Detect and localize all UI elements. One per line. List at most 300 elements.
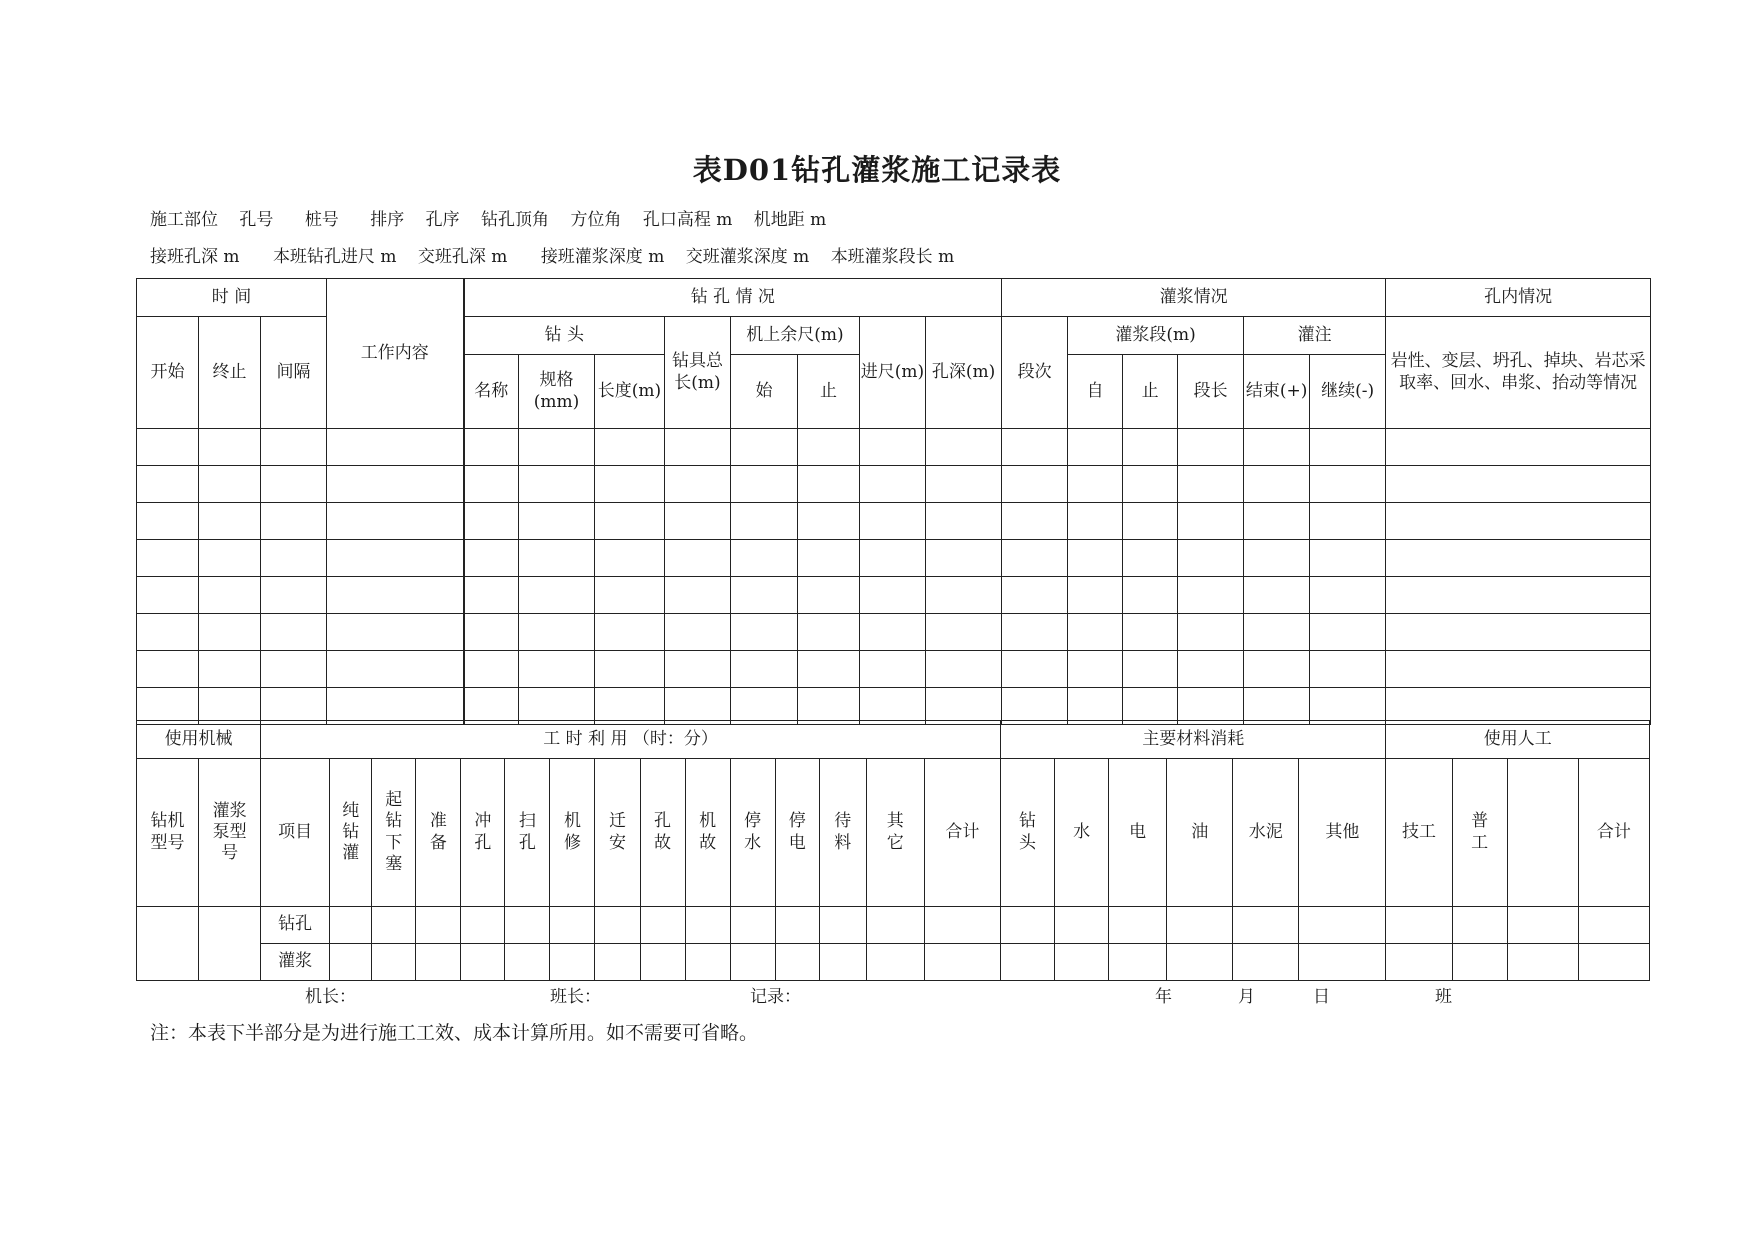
above-machine-header: 机上余尺(m) xyxy=(731,317,860,355)
table-cell[interactable] xyxy=(519,651,595,688)
table-cell[interactable] xyxy=(775,907,819,944)
header-line-1 xyxy=(150,205,842,230)
table-cell[interactable] xyxy=(327,614,464,651)
drill-status-header: 钻 孔 情 况 xyxy=(464,279,1002,317)
time-col-header xyxy=(372,759,416,907)
table-cell[interactable] xyxy=(860,503,926,540)
table-cell[interactable] xyxy=(1002,688,1068,725)
time-col-label: 机修 xyxy=(563,811,581,853)
table-cell[interactable] xyxy=(199,577,261,614)
table-cell[interactable] xyxy=(137,688,199,725)
table-cell[interactable] xyxy=(464,466,519,503)
table-cell[interactable] xyxy=(1310,688,1386,725)
material-col-header: 油 xyxy=(1167,759,1233,907)
table-row xyxy=(137,429,1651,466)
table-cell[interactable] xyxy=(1068,651,1123,688)
table-cell[interactable] xyxy=(1178,577,1244,614)
table-cell[interactable] xyxy=(685,944,730,981)
time-col-header xyxy=(330,759,372,907)
time-col-header xyxy=(819,759,866,907)
table-cell[interactable] xyxy=(665,466,731,503)
usage-table xyxy=(136,720,1650,981)
table-cell[interactable] xyxy=(1002,540,1068,577)
table-cell[interactable] xyxy=(860,466,926,503)
table-cell[interactable] xyxy=(866,944,924,981)
time-col-label: 冲孔 xyxy=(474,811,492,853)
table-cell[interactable] xyxy=(1310,429,1386,466)
record-table xyxy=(136,278,1651,725)
table-cell[interactable] xyxy=(1244,688,1310,725)
header-field: 接班灌浆深度 m xyxy=(540,247,665,267)
table-cell[interactable] xyxy=(1002,429,1068,466)
table-cell[interactable] xyxy=(464,651,519,688)
time-col-label: 起钻下塞 xyxy=(385,790,403,874)
table-cell[interactable] xyxy=(1178,503,1244,540)
table-cell[interactable] xyxy=(640,944,685,981)
table-cell[interactable] xyxy=(327,503,464,540)
table-cell[interactable] xyxy=(798,429,860,466)
table-cell[interactable] xyxy=(1123,540,1178,577)
table-cell[interactable] xyxy=(1386,614,1651,651)
footer-month: 月 xyxy=(1238,987,1255,1007)
table-cell[interactable] xyxy=(1452,907,1507,944)
table-cell[interactable] xyxy=(926,688,1002,725)
table-cell[interactable] xyxy=(595,577,665,614)
table-cell[interactable] xyxy=(860,614,926,651)
table-cell[interactable] xyxy=(137,614,199,651)
materials-header: 主要材料消耗 xyxy=(1000,721,1386,759)
finish-header: 结束(+) xyxy=(1244,355,1310,429)
table-cell[interactable] xyxy=(1244,614,1310,651)
table-row xyxy=(137,651,1651,688)
table-row xyxy=(137,466,1651,503)
header-field: 本班灌浆段长 m xyxy=(830,247,955,267)
table-cell[interactable] xyxy=(464,577,519,614)
tool-total-header: 钻具总长(m) xyxy=(665,317,731,429)
table-cell[interactable] xyxy=(860,429,926,466)
table-cell[interactable] xyxy=(372,944,416,981)
table-cell[interactable] xyxy=(595,688,665,725)
table-cell[interactable] xyxy=(1233,907,1299,944)
table-cell[interactable] xyxy=(550,907,595,944)
time-col-label: 其它 xyxy=(886,811,904,853)
header-field: 孔号 xyxy=(239,210,274,230)
table-cell[interactable] xyxy=(261,577,327,614)
table-cell[interactable] xyxy=(199,429,261,466)
table-cell[interactable] xyxy=(665,614,731,651)
table-cell[interactable] xyxy=(731,577,798,614)
table-cell[interactable] xyxy=(730,944,775,981)
hole-depth-header: 孔深(m) xyxy=(926,317,1002,429)
table-cell[interactable] xyxy=(261,540,327,577)
table-cell[interactable] xyxy=(1386,577,1651,614)
table-cell[interactable] xyxy=(798,503,860,540)
table-cell[interactable] xyxy=(1386,503,1651,540)
table-cell[interactable] xyxy=(1178,540,1244,577)
time-col-header xyxy=(775,759,819,907)
table-cell[interactable] xyxy=(775,944,819,981)
drill-model-header xyxy=(137,759,199,907)
table-cell[interactable] xyxy=(926,429,1002,466)
page-title: 表D01钻孔灌浆施工记录表 xyxy=(692,153,1062,187)
table-cell[interactable] xyxy=(1000,907,1054,944)
grout-status-header: 灌浆情况 xyxy=(1002,279,1386,317)
table-row xyxy=(137,688,1651,725)
table-cell[interactable] xyxy=(505,907,550,944)
table-cell[interactable] xyxy=(1068,688,1123,725)
table-cell[interactable] xyxy=(261,503,327,540)
table-cell[interactable] xyxy=(1002,651,1068,688)
table-cell[interactable] xyxy=(461,944,505,981)
table-cell[interactable] xyxy=(1299,944,1386,981)
header-field: 方位角 xyxy=(570,210,622,230)
table-cell[interactable] xyxy=(1244,577,1310,614)
table-cell[interactable] xyxy=(595,540,665,577)
table-cell[interactable] xyxy=(1310,540,1386,577)
table-row xyxy=(137,577,1651,614)
table-cell[interactable] xyxy=(731,614,798,651)
footer-shift: 班 xyxy=(1435,987,1452,1007)
table-cell[interactable] xyxy=(1178,688,1244,725)
footer-year: 年 xyxy=(1155,987,1172,1007)
table-cell[interactable] xyxy=(926,614,1002,651)
table-cell[interactable] xyxy=(199,540,261,577)
table-cell[interactable] xyxy=(798,651,860,688)
table-cell[interactable] xyxy=(199,614,261,651)
table-cell[interactable] xyxy=(1178,614,1244,651)
table-cell[interactable] xyxy=(595,944,640,981)
table-cell[interactable] xyxy=(1002,577,1068,614)
table-cell[interactable] xyxy=(665,688,731,725)
time-col-label: 迁安 xyxy=(609,811,626,853)
table-cell[interactable] xyxy=(1386,466,1651,503)
table-cell[interactable] xyxy=(519,688,595,725)
table-cell[interactable] xyxy=(640,907,685,944)
table-cell[interactable] xyxy=(665,429,731,466)
time-col-label: 准备 xyxy=(429,811,447,853)
table-cell[interactable] xyxy=(926,466,1002,503)
material-col-header xyxy=(1000,759,1054,907)
table-cell[interactable] xyxy=(860,577,926,614)
labor-col-header xyxy=(1507,759,1578,907)
table-cell[interactable] xyxy=(137,540,199,577)
table-cell[interactable] xyxy=(1167,907,1233,944)
table-cell[interactable] xyxy=(464,503,519,540)
table-cell[interactable] xyxy=(731,651,798,688)
table-cell[interactable] xyxy=(137,429,199,466)
from-header: 自 xyxy=(1068,355,1123,429)
table-cell[interactable] xyxy=(926,651,1002,688)
time-col-label: 待料 xyxy=(834,811,852,853)
table-cell[interactable] xyxy=(464,688,519,725)
table-cell[interactable] xyxy=(1123,466,1178,503)
table-cell[interactable] xyxy=(731,540,798,577)
work-content-header: 工作内容 xyxy=(327,279,464,429)
table-cell[interactable] xyxy=(730,907,775,944)
header-field: 交班灌浆深度 m xyxy=(685,247,810,267)
pump-model-label: 灌浆泵型号 xyxy=(212,800,247,864)
table-cell[interactable] xyxy=(731,688,798,725)
table-cell[interactable] xyxy=(665,540,731,577)
grout-section-header: 灌浆段(m) xyxy=(1068,317,1244,355)
table-cell[interactable] xyxy=(330,944,372,981)
machinery-header: 使用机械 xyxy=(137,721,261,759)
table-cell[interactable] xyxy=(416,907,461,944)
table-cell[interactable] xyxy=(1068,466,1123,503)
table-cell[interactable] xyxy=(819,944,866,981)
table-cell[interactable] xyxy=(1000,944,1054,981)
table-cell[interactable] xyxy=(464,614,519,651)
bit-spec-header: 规格(mm) xyxy=(519,355,595,429)
time-use-header: 工 时 利 用 （时：分） xyxy=(261,721,1001,759)
table-cell[interactable] xyxy=(860,651,926,688)
table-cell[interactable] xyxy=(519,503,595,540)
table-cell[interactable] xyxy=(1299,907,1386,944)
table-cell[interactable] xyxy=(665,577,731,614)
table-cell[interactable] xyxy=(1386,651,1651,688)
table-cell[interactable] xyxy=(199,466,261,503)
material-col-header: 水 xyxy=(1055,759,1109,907)
table-cell[interactable] xyxy=(1123,614,1178,651)
table-cell[interactable] xyxy=(1233,944,1299,981)
material-col-header: 其他 xyxy=(1299,759,1386,907)
stop-header: 止 xyxy=(798,355,860,429)
table-cell[interactable] xyxy=(1507,907,1578,944)
table-cell[interactable] xyxy=(798,466,860,503)
table-cell[interactable] xyxy=(505,944,550,981)
table-cell[interactable] xyxy=(926,577,1002,614)
footnote: 注：本表下半部分是为进行施工工效、成本计算所用。如不需要可省略。 xyxy=(150,1022,759,1044)
table-cell[interactable] xyxy=(261,651,327,688)
header-field: 施工部位 xyxy=(150,210,218,230)
table-cell[interactable] xyxy=(1310,466,1386,503)
time-col-header xyxy=(730,759,775,907)
table-cell[interactable] xyxy=(798,540,860,577)
table-cell[interactable] xyxy=(1167,944,1233,981)
in-hole-description: 岩性、变层、坍孔、掉块、岩芯采取率、回水、串浆、抬动等情况 xyxy=(1386,317,1651,429)
drill-model-label: 钻机型号 xyxy=(150,811,185,853)
time-col-label: 扫孔 xyxy=(518,811,536,853)
to-header: 止 xyxy=(1123,355,1178,429)
table-cell[interactable] xyxy=(1178,466,1244,503)
section-length-header: 段长 xyxy=(1178,355,1244,429)
time-col-header xyxy=(640,759,685,907)
table-cell[interactable] xyxy=(665,651,731,688)
time-col-label: 孔故 xyxy=(654,811,672,853)
table-cell[interactable] xyxy=(261,688,327,725)
table-cell[interactable] xyxy=(137,907,199,981)
table-row xyxy=(137,503,1651,540)
in-hole-header: 孔内情况 xyxy=(1386,279,1651,317)
table-cell[interactable] xyxy=(1068,429,1123,466)
table-cell[interactable] xyxy=(261,466,327,503)
table-cell[interactable] xyxy=(1068,614,1123,651)
table-cell[interactable] xyxy=(860,688,926,725)
bit-length-header: 长度(m) xyxy=(595,355,665,429)
time-col-header xyxy=(416,759,461,907)
table-cell[interactable] xyxy=(798,688,860,725)
table-cell[interactable] xyxy=(924,907,1000,944)
table-cell[interactable] xyxy=(327,540,464,577)
table-cell[interactable] xyxy=(1068,540,1123,577)
table-cell[interactable] xyxy=(1507,944,1578,981)
table-cell[interactable] xyxy=(416,944,461,981)
table-cell[interactable] xyxy=(1310,614,1386,651)
table-cell[interactable] xyxy=(798,614,860,651)
table-cell[interactable] xyxy=(327,688,464,725)
begin-header: 始 xyxy=(731,355,798,429)
table-cell[interactable] xyxy=(1386,907,1452,944)
table-cell[interactable] xyxy=(199,688,261,725)
table-cell[interactable] xyxy=(1109,907,1167,944)
table-cell[interactable] xyxy=(1002,466,1068,503)
time-col-label: 纯钻灌 xyxy=(342,800,360,864)
table-cell[interactable] xyxy=(1452,944,1507,981)
table-cell[interactable] xyxy=(1578,907,1649,944)
table-cell[interactable] xyxy=(926,503,1002,540)
table-cell[interactable] xyxy=(1123,577,1178,614)
table-cell[interactable] xyxy=(519,577,595,614)
table-cell[interactable] xyxy=(327,429,464,466)
time-header: 时 间 xyxy=(137,279,327,317)
table-cell[interactable] xyxy=(1244,540,1310,577)
table-row xyxy=(137,614,1651,651)
header-line-2 xyxy=(150,242,970,267)
injection-header: 灌注 xyxy=(1244,317,1386,355)
bit-header: 钻 头 xyxy=(464,317,665,355)
table-cell[interactable] xyxy=(1244,503,1310,540)
footer-day: 日 xyxy=(1313,987,1330,1007)
table-cell[interactable] xyxy=(595,503,665,540)
table-cell[interactable] xyxy=(798,577,860,614)
table-cell[interactable] xyxy=(1386,540,1651,577)
header-field: 交班孔深 m xyxy=(417,247,508,267)
end-header: 终止 xyxy=(199,317,261,429)
table-cell[interactable] xyxy=(1123,688,1178,725)
table-cell[interactable] xyxy=(1123,429,1178,466)
labor-col-header: 技工 xyxy=(1386,759,1452,907)
table-cell[interactable] xyxy=(1244,429,1310,466)
table-cell[interactable] xyxy=(1068,503,1123,540)
table-cell[interactable] xyxy=(860,540,926,577)
table-cell[interactable] xyxy=(327,651,464,688)
table-cell[interactable] xyxy=(1310,577,1386,614)
table-cell[interactable] xyxy=(261,429,327,466)
table-cell[interactable] xyxy=(1109,944,1167,981)
table-cell[interactable] xyxy=(1578,944,1649,981)
table-cell[interactable] xyxy=(261,614,327,651)
pump-model-header xyxy=(199,759,261,907)
item-drill-label: 钻孔 xyxy=(261,907,330,944)
table-cell[interactable] xyxy=(1310,503,1386,540)
header-field: 钻孔顶角 xyxy=(481,210,550,230)
header-field: 机地距 m xyxy=(753,210,827,230)
item-header: 项目 xyxy=(261,759,330,907)
table-cell[interactable] xyxy=(685,907,730,944)
table-cell[interactable] xyxy=(464,429,519,466)
table-cell[interactable] xyxy=(731,466,798,503)
time-col-label: 停电 xyxy=(788,811,806,853)
table-cell[interactable] xyxy=(926,540,1002,577)
table-cell[interactable] xyxy=(1002,614,1068,651)
table-cell[interactable] xyxy=(137,651,199,688)
table-cell[interactable] xyxy=(595,907,640,944)
header-field: 排序 xyxy=(370,210,405,230)
time-col-header xyxy=(595,759,640,907)
time-col-header xyxy=(461,759,505,907)
table-cell[interactable] xyxy=(199,907,261,981)
table-cell[interactable] xyxy=(595,429,665,466)
table-cell[interactable] xyxy=(1244,466,1310,503)
table-cell[interactable] xyxy=(327,466,464,503)
start-header: 开始 xyxy=(137,317,199,429)
interval-header: 间隔 xyxy=(261,317,327,429)
time-col-header xyxy=(550,759,595,907)
table-cell[interactable] xyxy=(464,540,519,577)
bit-name-header: 名称 xyxy=(464,355,519,429)
table-cell[interactable] xyxy=(665,503,731,540)
footer-recorder: 记录： xyxy=(750,987,801,1007)
table-cell[interactable] xyxy=(1123,503,1178,540)
header-field: 本班钻孔进尺 m xyxy=(272,247,397,267)
table-cell[interactable] xyxy=(519,614,595,651)
table-cell[interactable] xyxy=(519,540,595,577)
table-cell[interactable] xyxy=(924,944,1000,981)
table-cell[interactable] xyxy=(1386,429,1651,466)
table-cell[interactable] xyxy=(731,429,798,466)
table-cell[interactable] xyxy=(595,614,665,651)
table-cell[interactable] xyxy=(1002,503,1068,540)
table-cell[interactable] xyxy=(866,907,924,944)
table-cell[interactable] xyxy=(819,907,866,944)
table-cell[interactable] xyxy=(731,503,798,540)
table-cell[interactable] xyxy=(595,466,665,503)
table-cell[interactable] xyxy=(461,907,505,944)
table-cell[interactable] xyxy=(1386,688,1651,725)
table-cell[interactable] xyxy=(137,503,199,540)
table-cell[interactable] xyxy=(1178,429,1244,466)
table-cell[interactable] xyxy=(199,651,261,688)
table-cell[interactable] xyxy=(1123,651,1178,688)
table-cell[interactable] xyxy=(595,651,665,688)
table-cell[interactable] xyxy=(1055,944,1109,981)
table-cell[interactable] xyxy=(519,466,595,503)
table-cell[interactable] xyxy=(137,577,199,614)
table-cell[interactable] xyxy=(1386,944,1452,981)
table-cell[interactable] xyxy=(519,429,595,466)
section-no-header: 段次 xyxy=(1002,317,1068,429)
table-cell[interactable] xyxy=(1244,651,1310,688)
labor-total-header: 合计 xyxy=(1578,759,1649,907)
time-col-label: 停水 xyxy=(744,811,762,853)
table-cell[interactable] xyxy=(1055,907,1109,944)
continue-header: 继续(-) xyxy=(1310,355,1386,429)
time-col-header xyxy=(685,759,730,907)
table-cell[interactable] xyxy=(327,577,464,614)
table-cell[interactable] xyxy=(137,466,199,503)
footer-captain: 机长： xyxy=(305,987,356,1007)
footage-header: 进尺(m) xyxy=(860,317,926,429)
header-field: 孔口高程 m xyxy=(642,210,733,230)
table-cell[interactable] xyxy=(199,503,261,540)
table-cell[interactable] xyxy=(1178,651,1244,688)
table-cell[interactable] xyxy=(1310,651,1386,688)
table-cell[interactable] xyxy=(550,944,595,981)
table-cell[interactable] xyxy=(372,907,416,944)
table-cell[interactable] xyxy=(330,907,372,944)
table-cell[interactable] xyxy=(1068,577,1123,614)
time-col-header xyxy=(505,759,550,907)
